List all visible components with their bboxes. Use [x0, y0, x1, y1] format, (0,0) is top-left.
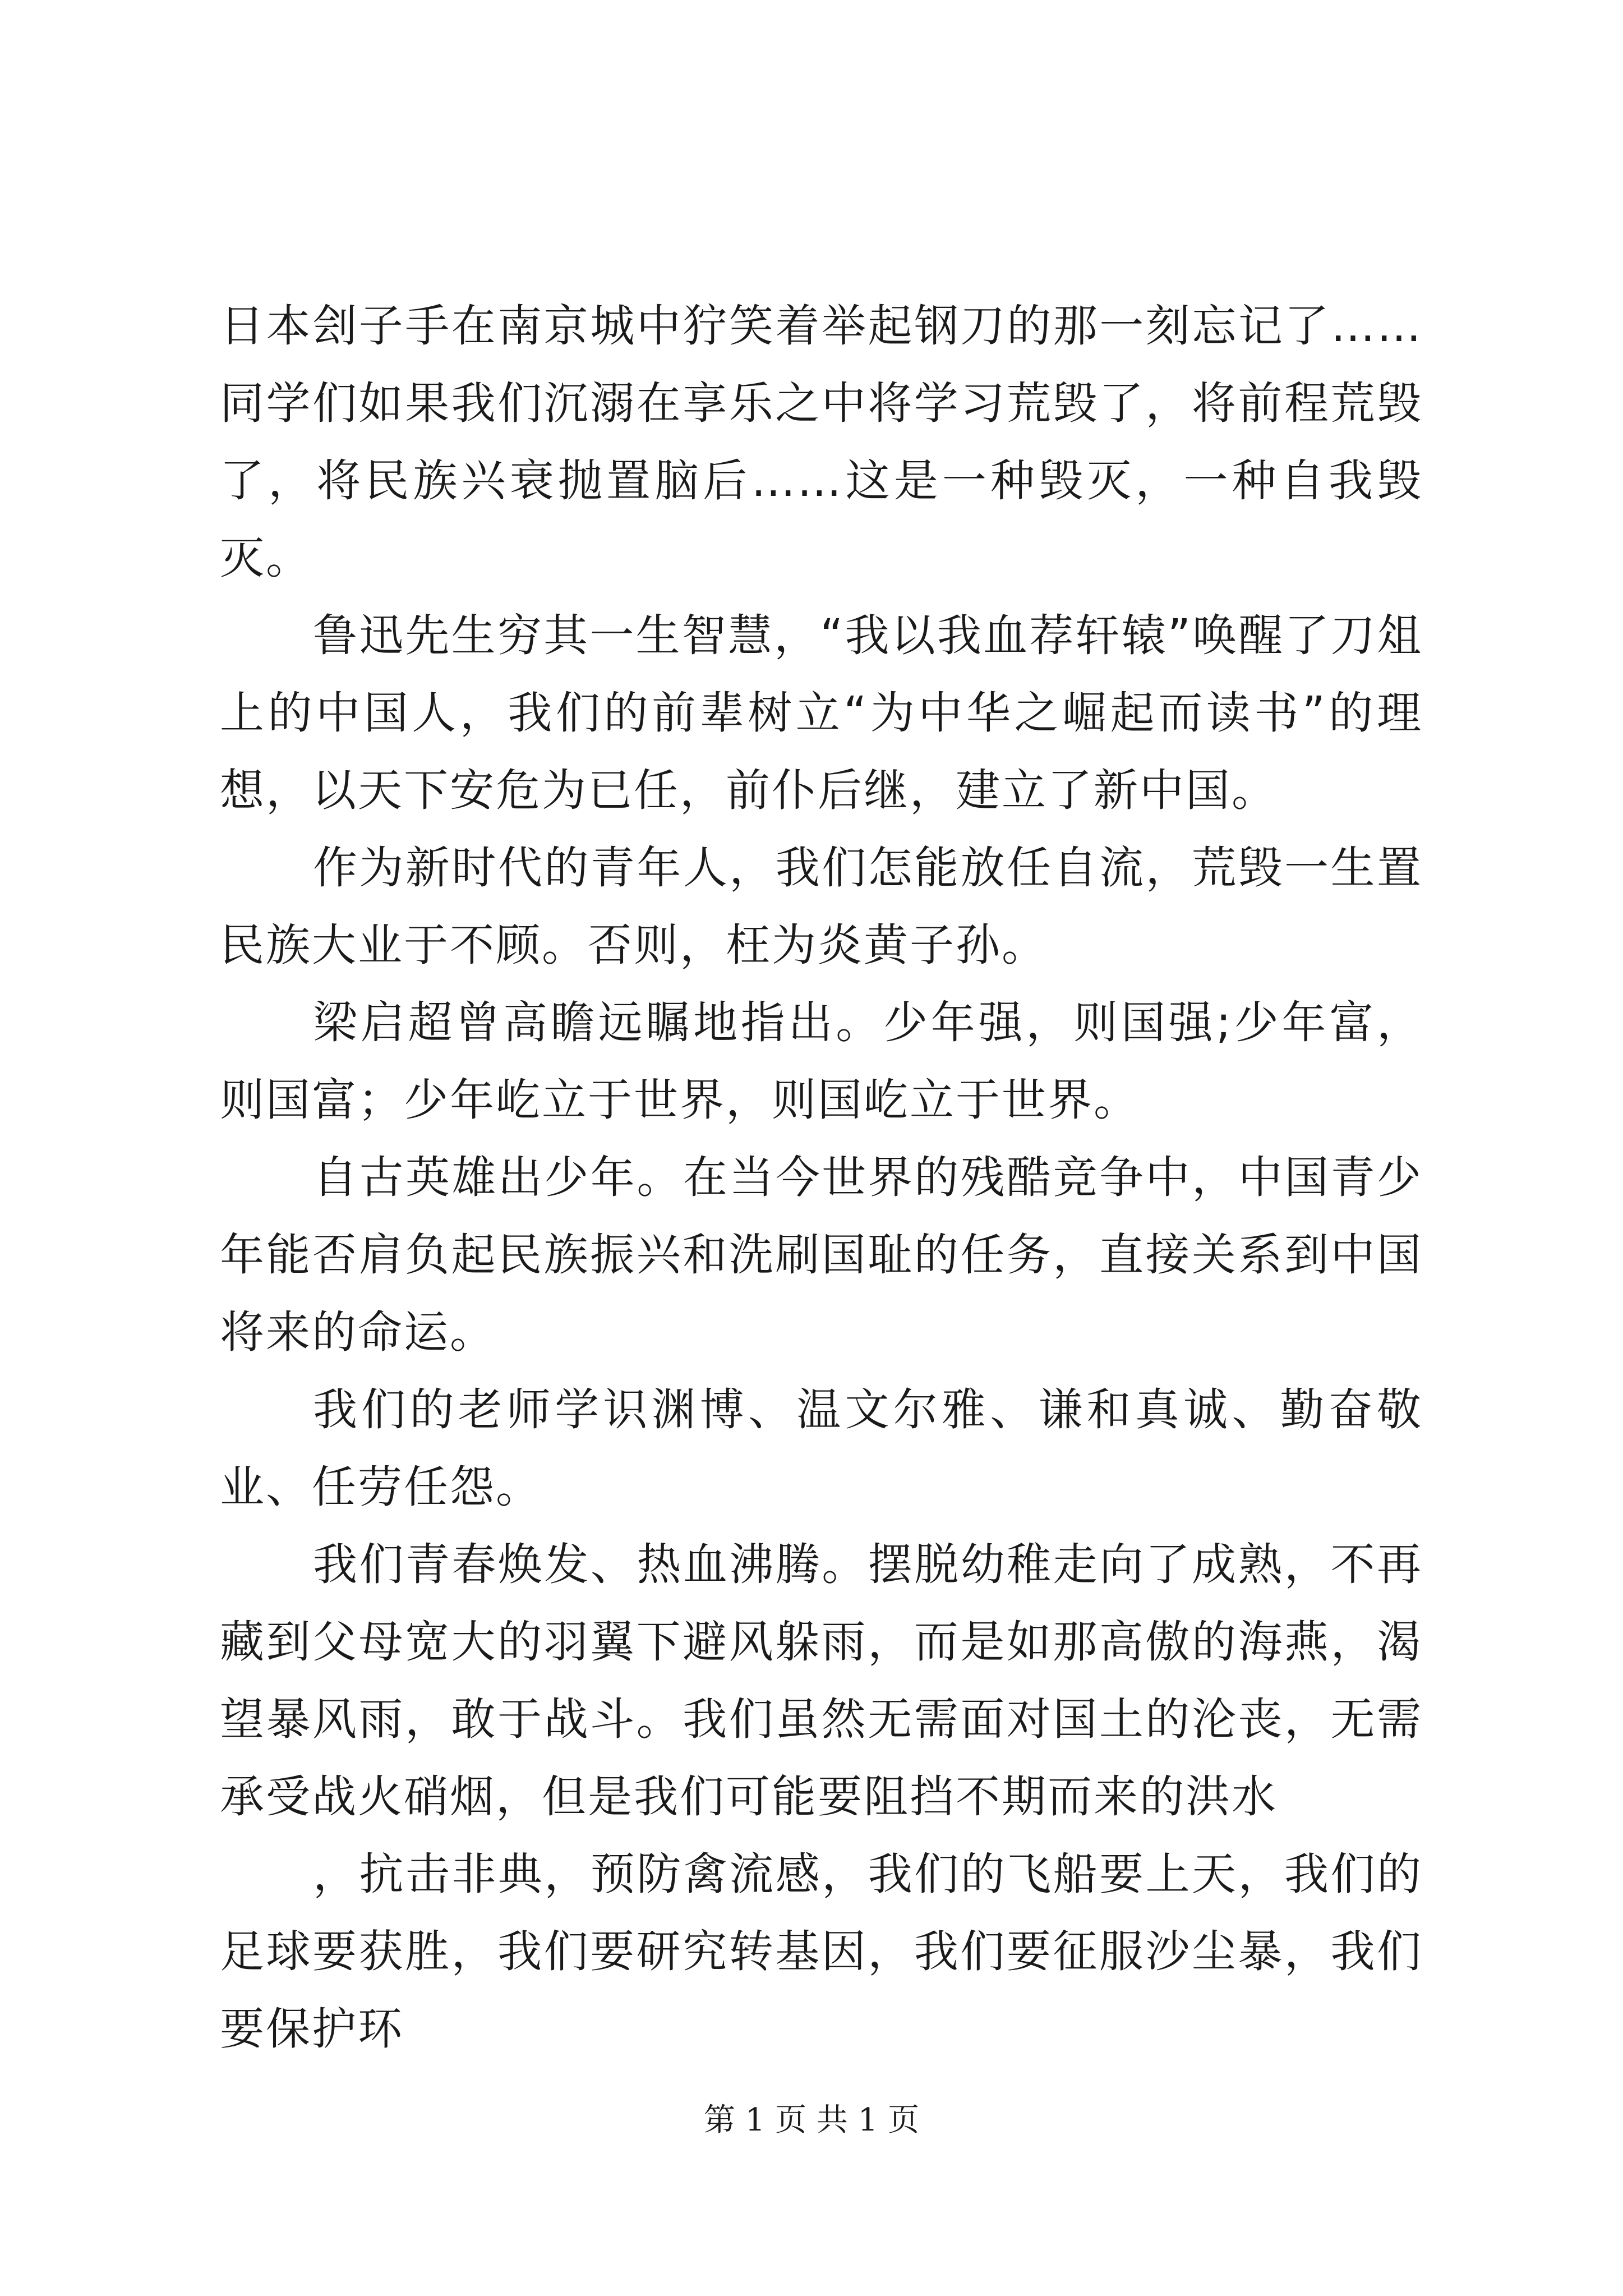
paragraph-7: 我们青春焕发、热血沸腾。摆脱幼稚走向了成熟，不再藏到父母宽大的羽翼下避风躲雨，而是如那高傲的海燕，渴望暴风雨，敢于战斗。我们虽然无需面对国土的沦丧，无需承受战火硝烟，但是我们可能要阻挡不期而来的洪水 — [220, 1539, 1423, 1823]
document-body — [220, 287, 1423, 2068]
paragraph-2: 鲁迅先生穷其一生智慧，“我以我血荐轩辕”唤醒了刀俎上的中国人，我们的前辈树立“为中华之崛起而读书”的理想，以天下安危为已任，前仆后继，建立了新中国。 — [220, 610, 1423, 816]
paragraph-5: 自古英雄出少年。在当今世界的残酷竞争中，中国青少年能否肩负起民族振兴和洗刷国耻的任务，直接关系到中国将来的命运。 — [220, 1152, 1423, 1358]
paragraph-3: 作为新时代的青年人，我们怎能放任自流，荒毁一生置民族大业于不顾。否则，枉为炎黄子孙。 — [220, 842, 1423, 971]
paragraph-1: 日本刽子手在南京城中狞笑着举起钢刀的那一刻忘记了……同学们如果我们沉溺在享乐之中将学习荒毁了，将前程荒毁了，将民族兴衰抛置脑后……这是一种毁灭，一种自我毁灭。 — [220, 300, 1423, 584]
paragraph-6: 我们的老师学识渊博、温文尔雅、谦和真诚、勤奋敬业、任劳任怨。 — [220, 1384, 1423, 1513]
page-footer — [0, 2101, 1623, 2140]
paragraph-8: ，抗击非典，预防禽流感，我们的飞船要上天，我们的足球要获胜，我们要研究转基因，我们要征服沙尘暴，我们要保护环 — [220, 1848, 1423, 2055]
page-number-label: 第 1 页 共 1 页 — [703, 2102, 920, 2138]
paragraph-4: 梁启超曾高瞻远瞩地指出。少年强，则国强;少年富，则国富；少年屹立于世界，则国屹立于世界。 — [220, 997, 1423, 1126]
